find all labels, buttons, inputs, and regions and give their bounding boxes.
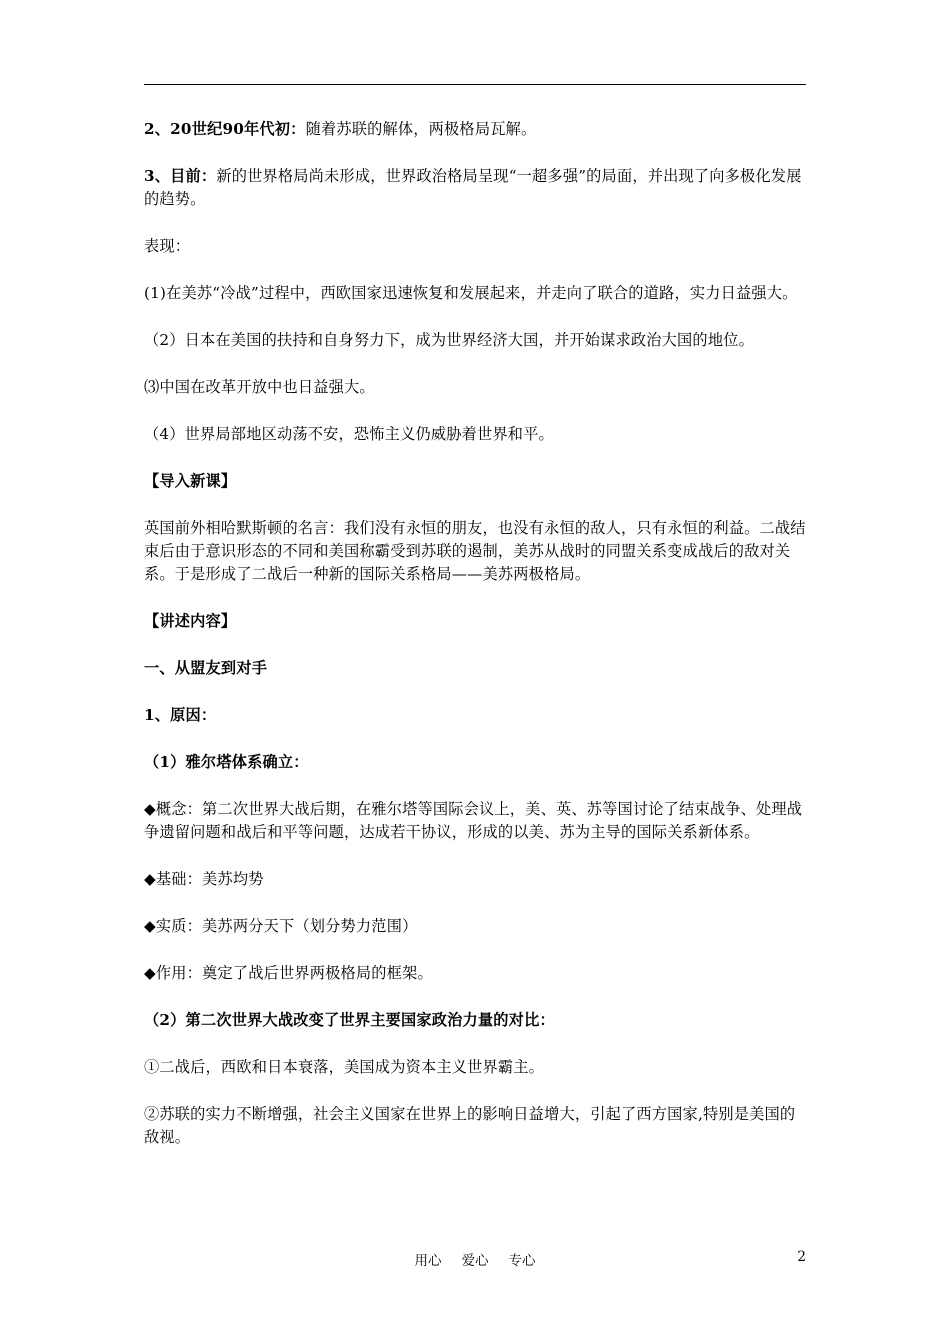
subsection-heading: 1、原因：: [144, 706, 217, 724]
paragraph: ①二战后，西欧和日本衰落，美国成为资本主义世界霸主。: [144, 1058, 545, 1076]
subsection-heading: （1）雅尔塔体系确立：: [144, 753, 309, 771]
paragraph: 3、目前：新的世界格局尚未形成，世界政治格局呈现“一超多强”的局面，并出现了向多极化发展的趋势。: [144, 167, 802, 208]
paragraph: ◆概念：第二次世界大战后期，在雅尔塔等国际会议上，美、英、苏等国讨论了结束战争、处理战争遗留问题和战后和平等问题，达成若干协议，形成的以美、苏为主导的国际关系新体系。: [144, 800, 803, 841]
paragraph: ◆作用：奠定了战后世界两极格局的框架。: [144, 964, 433, 982]
footer-word: 用心: [414, 1253, 442, 1269]
subsection-heading: （2）第二次世界大战改变了世界主要国家政治力量的对比：: [144, 1011, 555, 1029]
header-rule: [144, 84, 806, 85]
paragraph: 2、20世纪90年代初：随着苏联的解体，两极格局瓦解。: [144, 120, 537, 138]
section-heading: 【讲述内容】: [144, 612, 237, 630]
paragraph: 英国前外相哈默斯顿的名言：我们没有永恒的朋友，也没有永恒的敌人，只有永恒的利益。二战结束后由于意识形态的不同和美国称霸受到苏联的遏制，美苏从战时的同盟关系变成战后的敌对关系。于是形成了二战后一种新的国际关系格局——美苏两极格局。: [144, 519, 806, 583]
document-body: [144, 118, 808, 1173]
page-number: 2: [797, 1249, 806, 1265]
footer-motto: [0, 1249, 950, 1269]
footer-word: 爱心: [461, 1253, 489, 1269]
section-heading: 【导入新课】: [144, 472, 237, 490]
paragraph: （4）世界局部地区动荡不安，恐怖主义仍威胁着世界和平。: [144, 425, 554, 443]
paragraph: ◆实质：美苏两分天下（划分势力范围）: [144, 917, 418, 935]
paragraph: 表现：: [144, 237, 191, 255]
footer-word: 专心: [508, 1253, 536, 1269]
paragraph: ◆基础：美苏均势: [144, 870, 264, 888]
paragraph: （2）日本在美国的扶持和自身努力下，成为世界经济大国，并开始谋求政治大国的地位。: [144, 331, 754, 349]
paragraph: ②苏联的实力不断增强，社会主义国家在世界上的影响日益增大，引起了西方国家,特别是美国的敌视。: [144, 1105, 796, 1146]
paragraph: (1)在美苏“冷战”过程中，西欧国家迅速恢复和发展起来，并走向了联合的道路，实力日益强大。: [144, 284, 798, 302]
paragraph: ⑶中国在改革开放中也日益强大。: [144, 378, 375, 396]
section-heading: 一、从盟友到对手: [144, 659, 268, 677]
